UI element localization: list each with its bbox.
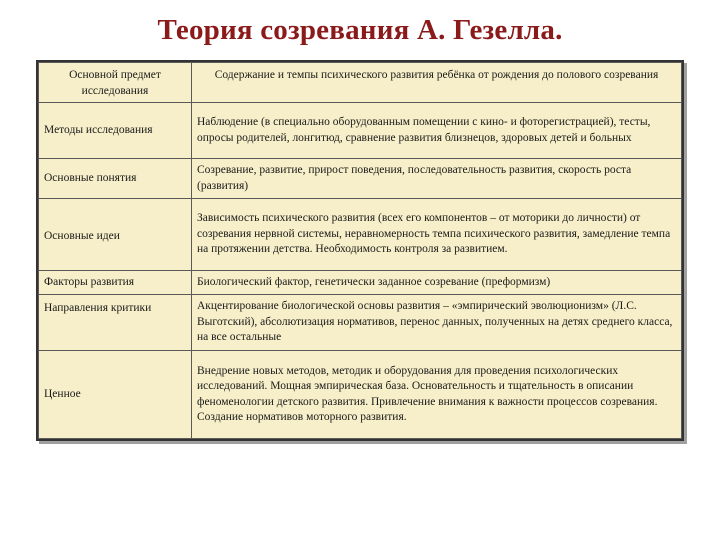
theory-table <box>38 62 682 439</box>
table-row <box>39 351 682 439</box>
table-header-row <box>39 63 682 103</box>
row-label-factors: Факторы развития <box>39 271 192 295</box>
table-row <box>39 199 682 271</box>
row-value-factors: Биологический фактор, генетически заданное созревание (преформизм) <box>192 271 682 295</box>
table-row <box>39 103 682 159</box>
row-value-ideas: Зависимость психического развития (всех его компонентов – от моторики до личности) от созревания нервной системы, неравномерность темпа психического развития, замедление темпа на протяжении детства. Необходимость контроля за развитием. <box>192 199 682 271</box>
row-label-criticism: Направления критики <box>39 295 192 351</box>
table-row <box>39 159 682 199</box>
row-value-valuable: Внедрение новых методов, методик и оборудования для проведения психологических исследований. Мощная эмпирическая база. Основательность и тщательность в описании феноменологии детского развития. Привлечение внимания к важности процессов созревания. Создание нормативов моторного развития. <box>192 351 682 439</box>
row-value-methods: Наблюдение (в специально оборудованным помещении с кино- и фоторегистрацией), тесты, опросы родителей, лонгитюд, сравнение развития близнецов, здоровых детей и больных <box>192 103 682 159</box>
row-label-concepts: Основные понятия <box>39 159 192 199</box>
row-value-concepts: Созревание, развитие, прирост поведения, последовательность развития, скорость роста (развития) <box>192 159 682 199</box>
row-value-criticism: Акцентирование биологической основы развития – «эмпирический эволюционизм» (Л.С. Выготский), абсолютизация нормативов, перенос данных, полученных на детях среднего класса, на все остальные <box>192 295 682 351</box>
page-title: Теория созревания А. Гезелла. <box>157 14 563 46</box>
table-row <box>39 295 682 351</box>
row-label-methods: Методы исследования <box>39 103 192 159</box>
gesell-theory-table <box>36 60 684 441</box>
row-label-ideas: Основные идеи <box>39 199 192 271</box>
table-row <box>39 271 682 295</box>
subject-value-cell: Содержание и темпы психического развития ребёнка от рождения до полового созревания <box>192 63 682 103</box>
subject-label-cell: Основной предмет исследования <box>39 63 192 103</box>
row-label-valuable: Ценное <box>39 351 192 439</box>
